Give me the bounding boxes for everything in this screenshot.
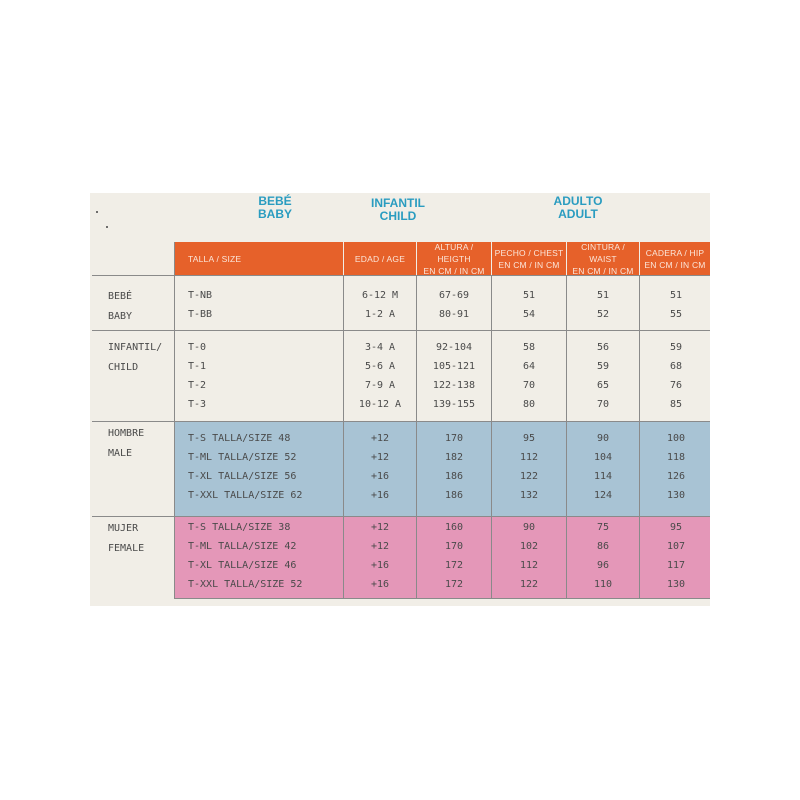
cell-age: +12 (370, 452, 390, 463)
cell-hip: 51 (669, 290, 683, 301)
cell-size: T-2 (188, 380, 207, 391)
category-adult (538, 195, 618, 221)
header-size (174, 242, 343, 275)
cell-hip: 85 (669, 399, 683, 410)
cell-hip: 68 (669, 361, 683, 372)
cell-hip: 100 (666, 433, 686, 444)
header-chest-label: PECHO / CHEST (494, 247, 564, 258)
cell-hip: 55 (669, 309, 683, 320)
cell-size: T-XL TALLA/SIZE 46 (188, 560, 297, 571)
cell-height: 172 (444, 579, 464, 590)
cell-waist: 52 (596, 309, 610, 320)
cell-age: +16 (370, 560, 390, 571)
cell-chest: 122 (519, 579, 539, 590)
category-child-es: INFANTIL (371, 196, 425, 210)
cell-chest: 70 (522, 380, 536, 391)
cell-hip: 126 (666, 471, 686, 482)
cell-waist: 104 (593, 452, 613, 463)
cell-age: +16 (370, 471, 390, 482)
category-adult-en: ADULT (558, 207, 598, 221)
cell-chest: 95 (522, 433, 536, 444)
grid-line (92, 421, 710, 422)
header-age (344, 242, 416, 275)
cell-hip: 118 (666, 452, 686, 463)
cell-age: +12 (370, 433, 390, 444)
grid-line (174, 242, 175, 598)
cell-size: T-0 (188, 342, 207, 353)
cell-size: T-S TALLA/SIZE 38 (188, 522, 291, 533)
grid-line (92, 330, 710, 331)
header-waist-label: CINTURA / WAIST (581, 241, 625, 264)
cell-chest: 102 (519, 541, 539, 552)
cell-age: 10-12 A (358, 399, 402, 410)
header-hip-label: CADERA / HIP (645, 247, 705, 258)
header-height (417, 242, 491, 275)
cell-hip: 117 (666, 560, 686, 571)
cell-chest: 58 (522, 342, 536, 353)
cell-height: 170 (444, 433, 464, 444)
category-baby-en: BABY (257, 207, 292, 221)
cell-waist: 65 (596, 380, 610, 391)
cell-waist: 56 (596, 342, 610, 353)
cell-height: 105-121 (432, 361, 476, 372)
cell-waist: 75 (596, 522, 610, 533)
cell-hip: 130 (666, 579, 686, 590)
group-label-child: INFANTIL/ CHILD (108, 342, 163, 373)
header-age-label: EDAD / AGE (354, 253, 406, 264)
cell-chest: 112 (519, 452, 539, 463)
cell-age: 6-12 M (361, 290, 399, 301)
group-label-baby: BEBÉ BABY (108, 291, 133, 322)
header-hip-unit: EN CM / IN CM (644, 259, 706, 270)
cell-waist: 70 (596, 399, 610, 410)
cell-height: 170 (444, 541, 464, 552)
cell-chest: 51 (522, 290, 536, 301)
cell-age: 1-2 A (364, 309, 396, 320)
cell-age: 3-4 A (364, 342, 396, 353)
cell-waist: 96 (596, 560, 610, 571)
cell-chest: 90 (522, 522, 536, 533)
cell-waist: 90 (596, 433, 610, 444)
category-child (360, 197, 436, 223)
category-child-en: CHILD (379, 209, 417, 223)
speck-mark (96, 211, 98, 213)
header-chest-unit: EN CM / IN CM (498, 259, 560, 270)
cell-size: T-1 (188, 361, 207, 372)
cell-hip: 76 (669, 380, 683, 391)
cell-height: 182 (444, 452, 464, 463)
cell-waist: 110 (593, 579, 613, 590)
cell-size: T-NB (188, 290, 213, 301)
cell-height: 160 (444, 522, 464, 533)
group-label-male: HOMBRE MALE (108, 428, 145, 459)
cell-size: T-BB (188, 309, 213, 320)
grid-line (174, 598, 710, 599)
cell-height: 92-104 (435, 342, 473, 353)
cell-size: T-ML TALLA/SIZE 52 (188, 452, 297, 463)
cell-height: 122-138 (432, 380, 476, 391)
cell-waist: 51 (596, 290, 610, 301)
grid-line (92, 516, 710, 517)
cell-chest: 122 (519, 471, 539, 482)
cell-hip: 59 (669, 342, 683, 353)
cell-waist: 86 (596, 541, 610, 552)
cell-size: T-XXL TALLA/SIZE 62 (188, 490, 303, 501)
cell-waist: 59 (596, 361, 610, 372)
cell-age: +12 (370, 522, 390, 533)
header-waist (567, 242, 639, 275)
group-label-female: MUJER FEMALE (108, 523, 145, 554)
header-height-label: ALTURA / HEIGTH (434, 241, 474, 264)
cell-hip: 95 (669, 522, 683, 533)
cell-size: T-S TALLA/SIZE 48 (188, 433, 291, 444)
cell-height: 172 (444, 560, 464, 571)
cell-height: 67-69 (438, 290, 470, 301)
cell-size: T-3 (188, 399, 207, 410)
header-chest (492, 242, 566, 275)
header-size-label: TALLA / SIZE (188, 253, 242, 264)
header-height-unit: EN CM / IN CM (423, 265, 485, 276)
cell-height: 186 (444, 490, 464, 501)
grid-line (92, 275, 710, 276)
cell-age: +16 (370, 579, 390, 590)
cell-size: T-XXL TALLA/SIZE 52 (188, 579, 303, 590)
header-waist-unit: EN CM / IN CM (572, 265, 634, 276)
cell-chest: 64 (522, 361, 536, 372)
cell-height: 186 (444, 471, 464, 482)
cell-size: T-XL TALLA/SIZE 56 (188, 471, 297, 482)
speck-mark (106, 226, 108, 228)
cell-age: +12 (370, 541, 390, 552)
cell-chest: 112 (519, 560, 539, 571)
cell-age: +16 (370, 490, 390, 501)
cell-chest: 80 (522, 399, 536, 410)
cell-height: 80-91 (438, 309, 470, 320)
cell-height: 139-155 (432, 399, 476, 410)
cell-age: 5-6 A (364, 361, 396, 372)
cell-waist: 124 (593, 490, 613, 501)
cell-hip: 130 (666, 490, 686, 501)
category-adult-es: ADULTO (553, 194, 603, 208)
category-baby-es: BEBÉ (258, 194, 292, 208)
cell-hip: 107 (666, 541, 686, 552)
header-hip (640, 242, 710, 275)
cell-waist: 114 (593, 471, 613, 482)
cell-chest: 132 (519, 490, 539, 501)
cell-age: 7-9 A (364, 380, 396, 391)
category-baby (240, 195, 310, 221)
cell-size: T-ML TALLA/SIZE 42 (188, 541, 297, 552)
cell-chest: 54 (522, 309, 536, 320)
